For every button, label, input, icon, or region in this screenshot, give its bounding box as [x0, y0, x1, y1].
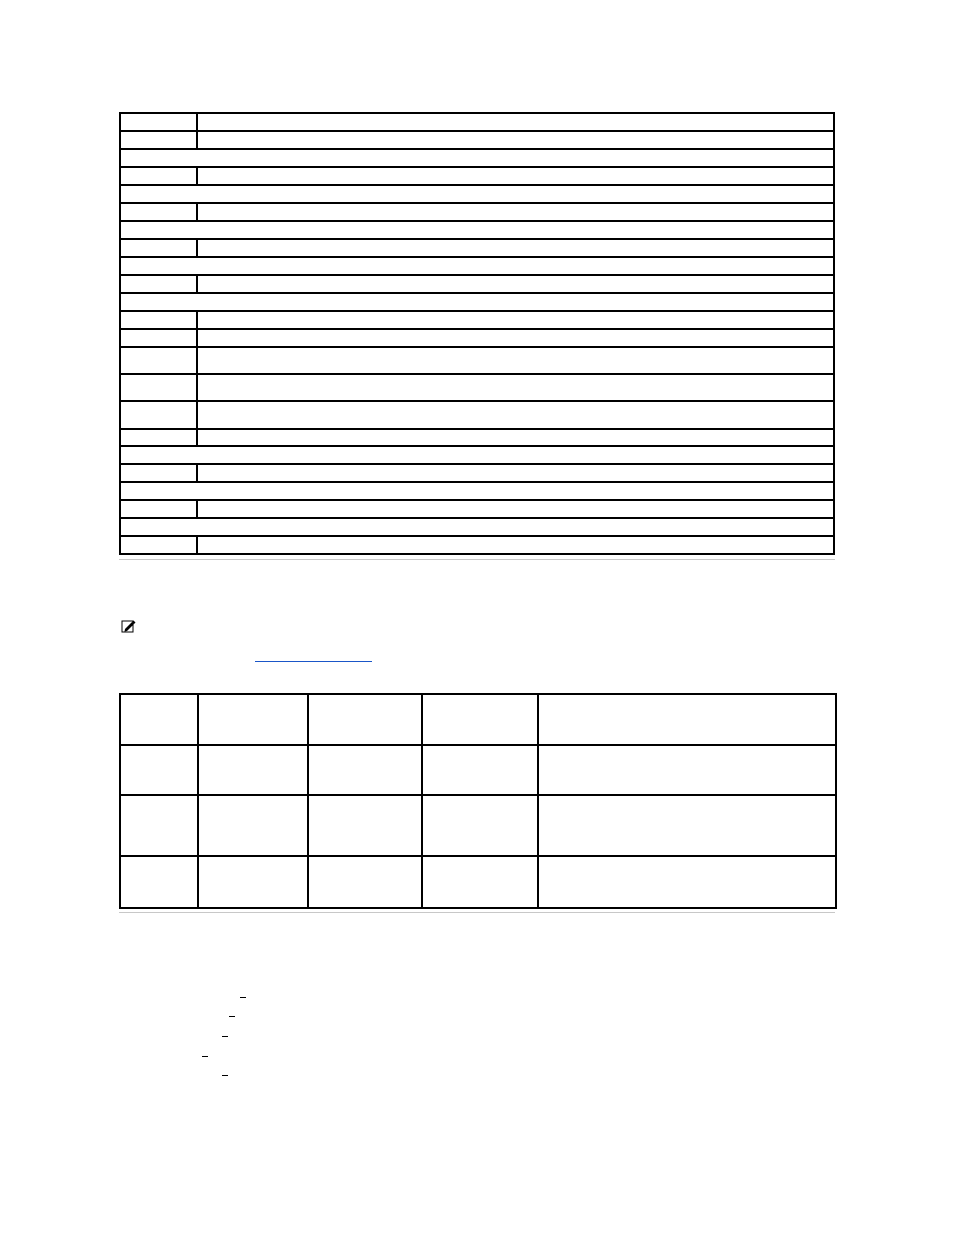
spec-section-row — [120, 257, 834, 275]
spec-row — [120, 429, 834, 446]
matrix-cell — [198, 856, 308, 908]
matrix-cell — [538, 795, 836, 856]
matrix-cell — [308, 745, 422, 795]
matrix-cell — [198, 745, 308, 795]
reference-link[interactable] — [255, 647, 372, 662]
spec-value — [197, 429, 834, 446]
spec-key — [120, 401, 197, 429]
dash-icon — [229, 1016, 235, 1017]
spec-section-label — [120, 518, 834, 536]
spec-row — [120, 167, 834, 185]
note-pencil-icon — [121, 619, 137, 633]
spec-value — [197, 536, 834, 554]
spec-key — [120, 239, 197, 257]
spec-key — [120, 167, 197, 185]
matrix-row — [120, 745, 836, 795]
spec-section-row — [120, 149, 834, 167]
spec-key — [120, 536, 197, 554]
spec-row — [120, 239, 834, 257]
spec-key — [120, 500, 197, 518]
matrix-cell — [120, 856, 198, 908]
matrix-cell — [120, 745, 198, 795]
spec-key — [120, 329, 197, 347]
spec-row — [120, 536, 834, 554]
spec-key — [120, 203, 197, 221]
matrix-header-cell — [120, 694, 198, 745]
spec-row — [120, 401, 834, 429]
spec-value — [197, 131, 834, 149]
spec-section-row — [120, 185, 834, 203]
toc-item[interactable] — [120, 1009, 280, 1021]
toc-item[interactable] — [120, 990, 280, 1002]
spec-section-row — [120, 482, 834, 500]
spec-value — [197, 401, 834, 429]
spec-row — [120, 203, 834, 221]
spec-key — [120, 429, 197, 446]
spec-section-row — [120, 518, 834, 536]
dash-icon — [222, 1036, 228, 1037]
matrix-header-cell — [308, 694, 422, 745]
spec-value — [197, 374, 834, 401]
matrix-cell — [422, 745, 538, 795]
matrix-cell — [422, 856, 538, 908]
matrix-header-row — [120, 694, 836, 745]
spec-row — [120, 311, 834, 329]
spec-section-row — [120, 446, 834, 464]
spec-section-row — [120, 221, 834, 239]
spec-value — [197, 203, 834, 221]
spec-value — [197, 464, 834, 482]
spec-row — [120, 131, 834, 149]
toc-item[interactable] — [120, 1029, 280, 1041]
matrix-cell — [308, 795, 422, 856]
spec-key — [120, 275, 197, 293]
spec-section-label — [120, 185, 834, 203]
matrix-cell — [538, 856, 836, 908]
matrix-header-cell — [538, 694, 836, 745]
spec-row — [120, 329, 834, 347]
spec-value — [197, 113, 834, 131]
spec-value — [197, 500, 834, 518]
spec-row — [120, 113, 834, 131]
spec-row — [120, 275, 834, 293]
spec-key — [120, 311, 197, 329]
spec-section-label — [120, 257, 834, 275]
spec-value — [197, 239, 834, 257]
spec-section-label — [120, 221, 834, 239]
spec-section-label — [120, 482, 834, 500]
spec-section-label — [120, 446, 834, 464]
spec-key — [120, 464, 197, 482]
matrix-cell — [120, 795, 198, 856]
spec-table — [119, 112, 835, 555]
spec-value — [197, 167, 834, 185]
spec-row — [120, 464, 834, 482]
matrix-cell — [198, 795, 308, 856]
toc-item[interactable] — [120, 1049, 280, 1061]
spec-key — [120, 374, 197, 401]
matrix-row — [120, 795, 836, 856]
section-divider — [119, 559, 835, 560]
spec-value — [197, 347, 834, 374]
spec-key — [120, 131, 197, 149]
spec-row — [120, 374, 834, 401]
spec-section-label — [120, 293, 834, 311]
dash-icon — [222, 1075, 228, 1076]
spec-value — [197, 329, 834, 347]
matrix-cell — [422, 795, 538, 856]
spec-row — [120, 347, 834, 374]
toc-item[interactable] — [120, 1068, 280, 1080]
spec-section-label — [120, 149, 834, 167]
matrix-header-cell — [422, 694, 538, 745]
section-divider — [119, 912, 835, 913]
matrix-cell — [538, 745, 836, 795]
spec-value — [197, 275, 834, 293]
spec-key — [120, 347, 197, 374]
matrix-cell — [308, 856, 422, 908]
dash-icon — [202, 1056, 208, 1057]
matrix-header-cell — [198, 694, 308, 745]
dash-icon — [240, 997, 246, 998]
matrix-table — [119, 693, 837, 909]
matrix-row — [120, 856, 836, 908]
spec-key — [120, 113, 197, 131]
spec-row — [120, 500, 834, 518]
spec-value — [197, 311, 834, 329]
spec-section-row — [120, 293, 834, 311]
